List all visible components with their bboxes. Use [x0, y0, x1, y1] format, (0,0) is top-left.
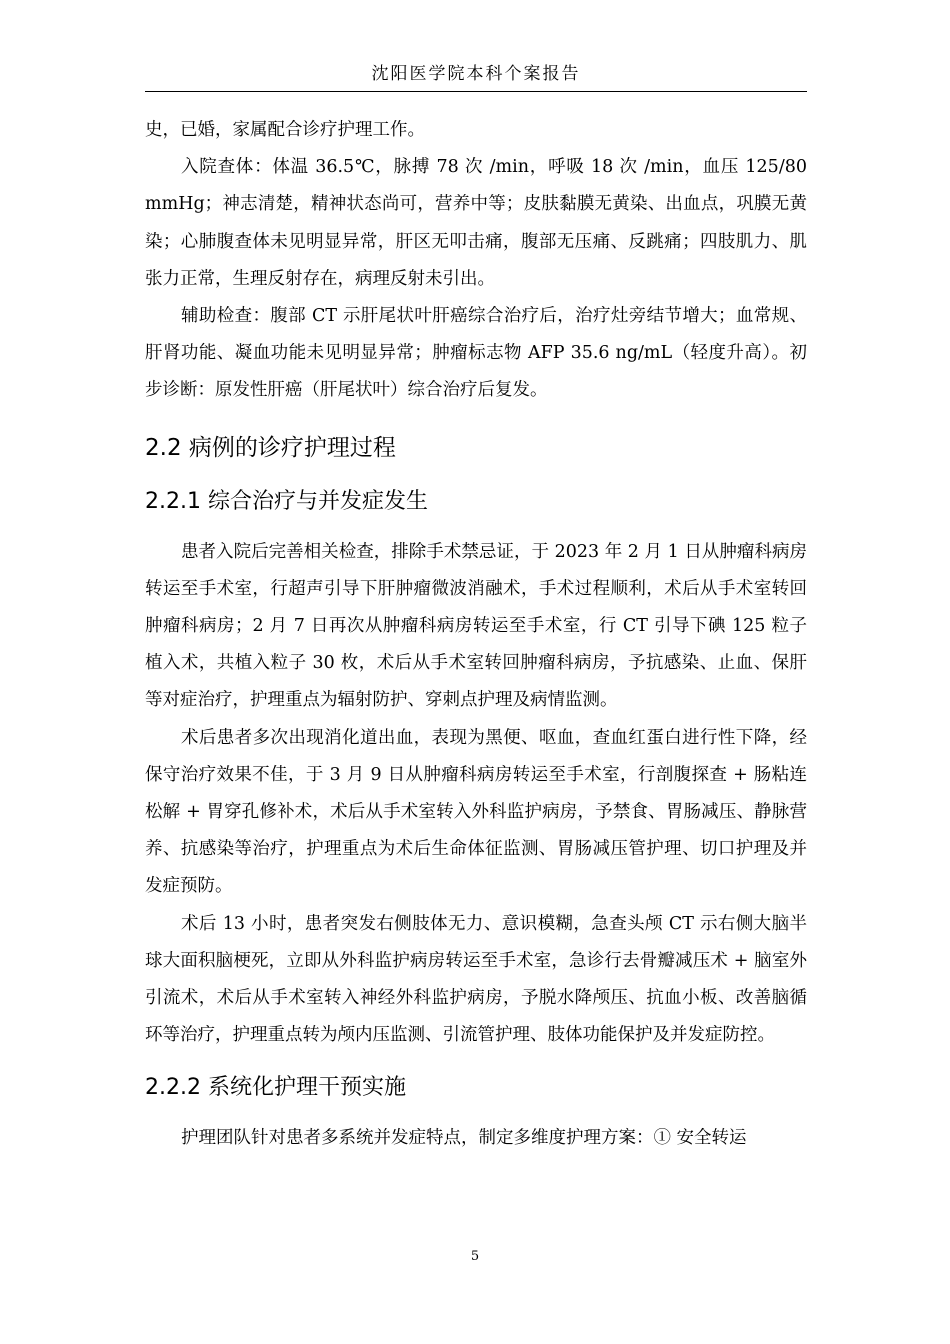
paragraph-physical-exam: 入院查体：体温 36.5℃，脉搏 78 次 /min，呼吸 18 次 /min，血压 125/80 mmHg；神志清楚，精神状态尚可，营养中等；皮肤黏膜无黄染、出血点，巩膜无黄染；心肺腹查体未见明显异常，肝区无叩击痛，腹部无压痛、反跳痛；四肢肌力、肌张力正常，生理反射存在，病理反射未引出。 — [145, 157, 807, 289]
subsection-heading-2-2-1: 2.2.1 综合治疗与并发症发生 — [145, 488, 428, 514]
subsection-heading-2-2-2: 2.2.2 系统化护理干预实施 — [145, 1075, 406, 1101]
page-header: 沈阳医学院本科个案报告 — [371, 64, 581, 84]
paragraph-nursing-plan: 护理团队针对患者多系统并发症特点，制定多维度护理方案：① 安全转运 — [181, 1128, 747, 1149]
section-heading-2-2: 2.2 病例的诊疗护理过程 — [145, 434, 396, 461]
paragraph-treatment: 患者入院后完善相关检查，排除手术禁忌证，于 2023 年 2 月 1 日从肿瘤科病房转运至手术室，行超声引导下肝肿瘤微波消融术，手术过程顺利，术后从手术室转回肿瘤科病房；2 月 7 日再次从肿瘤科病房转运至手术室，行 CT 引导下碘 125 粒子植入术，共植入粒子 30 枚，术后从手术室转回肿瘤科病房，予抗感染、止血、保肝等对症治疗，护理重点为辐射防护、穿刺点护理及病情监测。 — [145, 541, 807, 711]
paragraph-history-end: 史，已婚，家属配合诊疗护理工作。 — [145, 120, 425, 140]
paragraph-auxiliary-exam: 辅助检查：腹部 CT 示肝尾状叶肝癌综合治疗后，治疗灶旁结节增大；血常规、肝肾功能、凝血功能未见明显异常；肿瘤标志物 AFP 35.6 ng/mL（轻度升高）。初步诊断：原发性肝癌（肝尾状叶）综合治疗后复发。 — [145, 306, 807, 401]
paragraph-cerebral-infarction: 术后 13 小时，患者突发右侧肢体无力、意识模糊，急查头颅 CT 示右侧大脑半球大面积脑梗死，立即从外科监护病房转运至手术室，急诊行去骨瓣减压术 + 脑室外引流术，术后从手术室转入神经外科监护病房，予脱水降颅压、抗血小板、改善脑循环等治疗，护理重点转为颅内压监测、引流管护理、肢体功能保护及并发症防控。 — [145, 913, 807, 1046]
body-content — [145, 112, 807, 1158]
page-number: 5 — [470, 1249, 480, 1264]
paragraph-gi-bleeding: 术后患者多次出现消化道出血，表现为黑便、呕血，查血红蛋白进行性下降，经保守治疗效果不佳，于 3 月 9 日从肿瘤科病房转运至手术室，行剖腹探查 + 肠粘连松解 + 胃穿孔修补术，术后从手术室转入外科监护病房，予禁食、胃肠减压、静脉营养、抗感染等治疗，护理重点为术后生命体征监测、胃肠减压管护理、切口护理及并发症预防。 — [145, 727, 807, 897]
header-divider — [145, 91, 807, 92]
